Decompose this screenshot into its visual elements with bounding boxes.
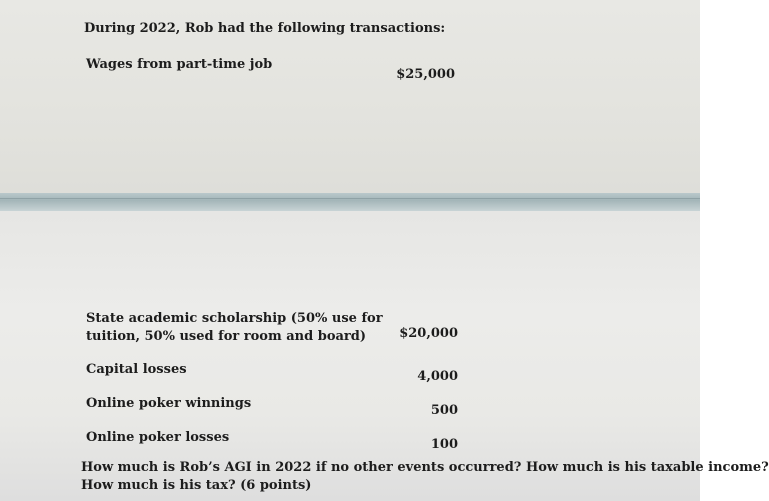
transaction-label-capital-losses: Capital losses bbox=[86, 362, 187, 377]
transaction-label-poker-winnings: Online poker winnings bbox=[86, 396, 252, 411]
problem-heading: During 2022, Rob had the following transactions: bbox=[84, 21, 446, 36]
transaction-amount-scholarship: $20,000 bbox=[399, 326, 458, 341]
transaction-label-scholarship-line2: tuition, 50% used for room and board) bbox=[86, 329, 367, 344]
transaction-amount-wages: $25,000 bbox=[396, 67, 455, 82]
page-divider bbox=[0, 193, 700, 211]
transaction-label-wages: Wages from part-time job bbox=[86, 57, 273, 72]
transaction-amount-poker-winnings: 500 bbox=[430, 403, 458, 418]
transaction-label-poker-losses: Online poker losses bbox=[86, 430, 230, 445]
question-line-2: How much is his tax? (6 points) bbox=[81, 478, 312, 493]
transaction-amount-capital-losses: 4,000 bbox=[417, 369, 458, 384]
transaction-amount-poker-losses: 100 bbox=[430, 437, 458, 452]
transaction-label-scholarship-line1: State academic scholarship (50% use for bbox=[86, 311, 383, 326]
lower-page-section bbox=[0, 211, 700, 501]
question-line-1: How much is Rob’s AGI in 2022 if no other events occurred? How much is his taxable income? bbox=[81, 460, 769, 475]
